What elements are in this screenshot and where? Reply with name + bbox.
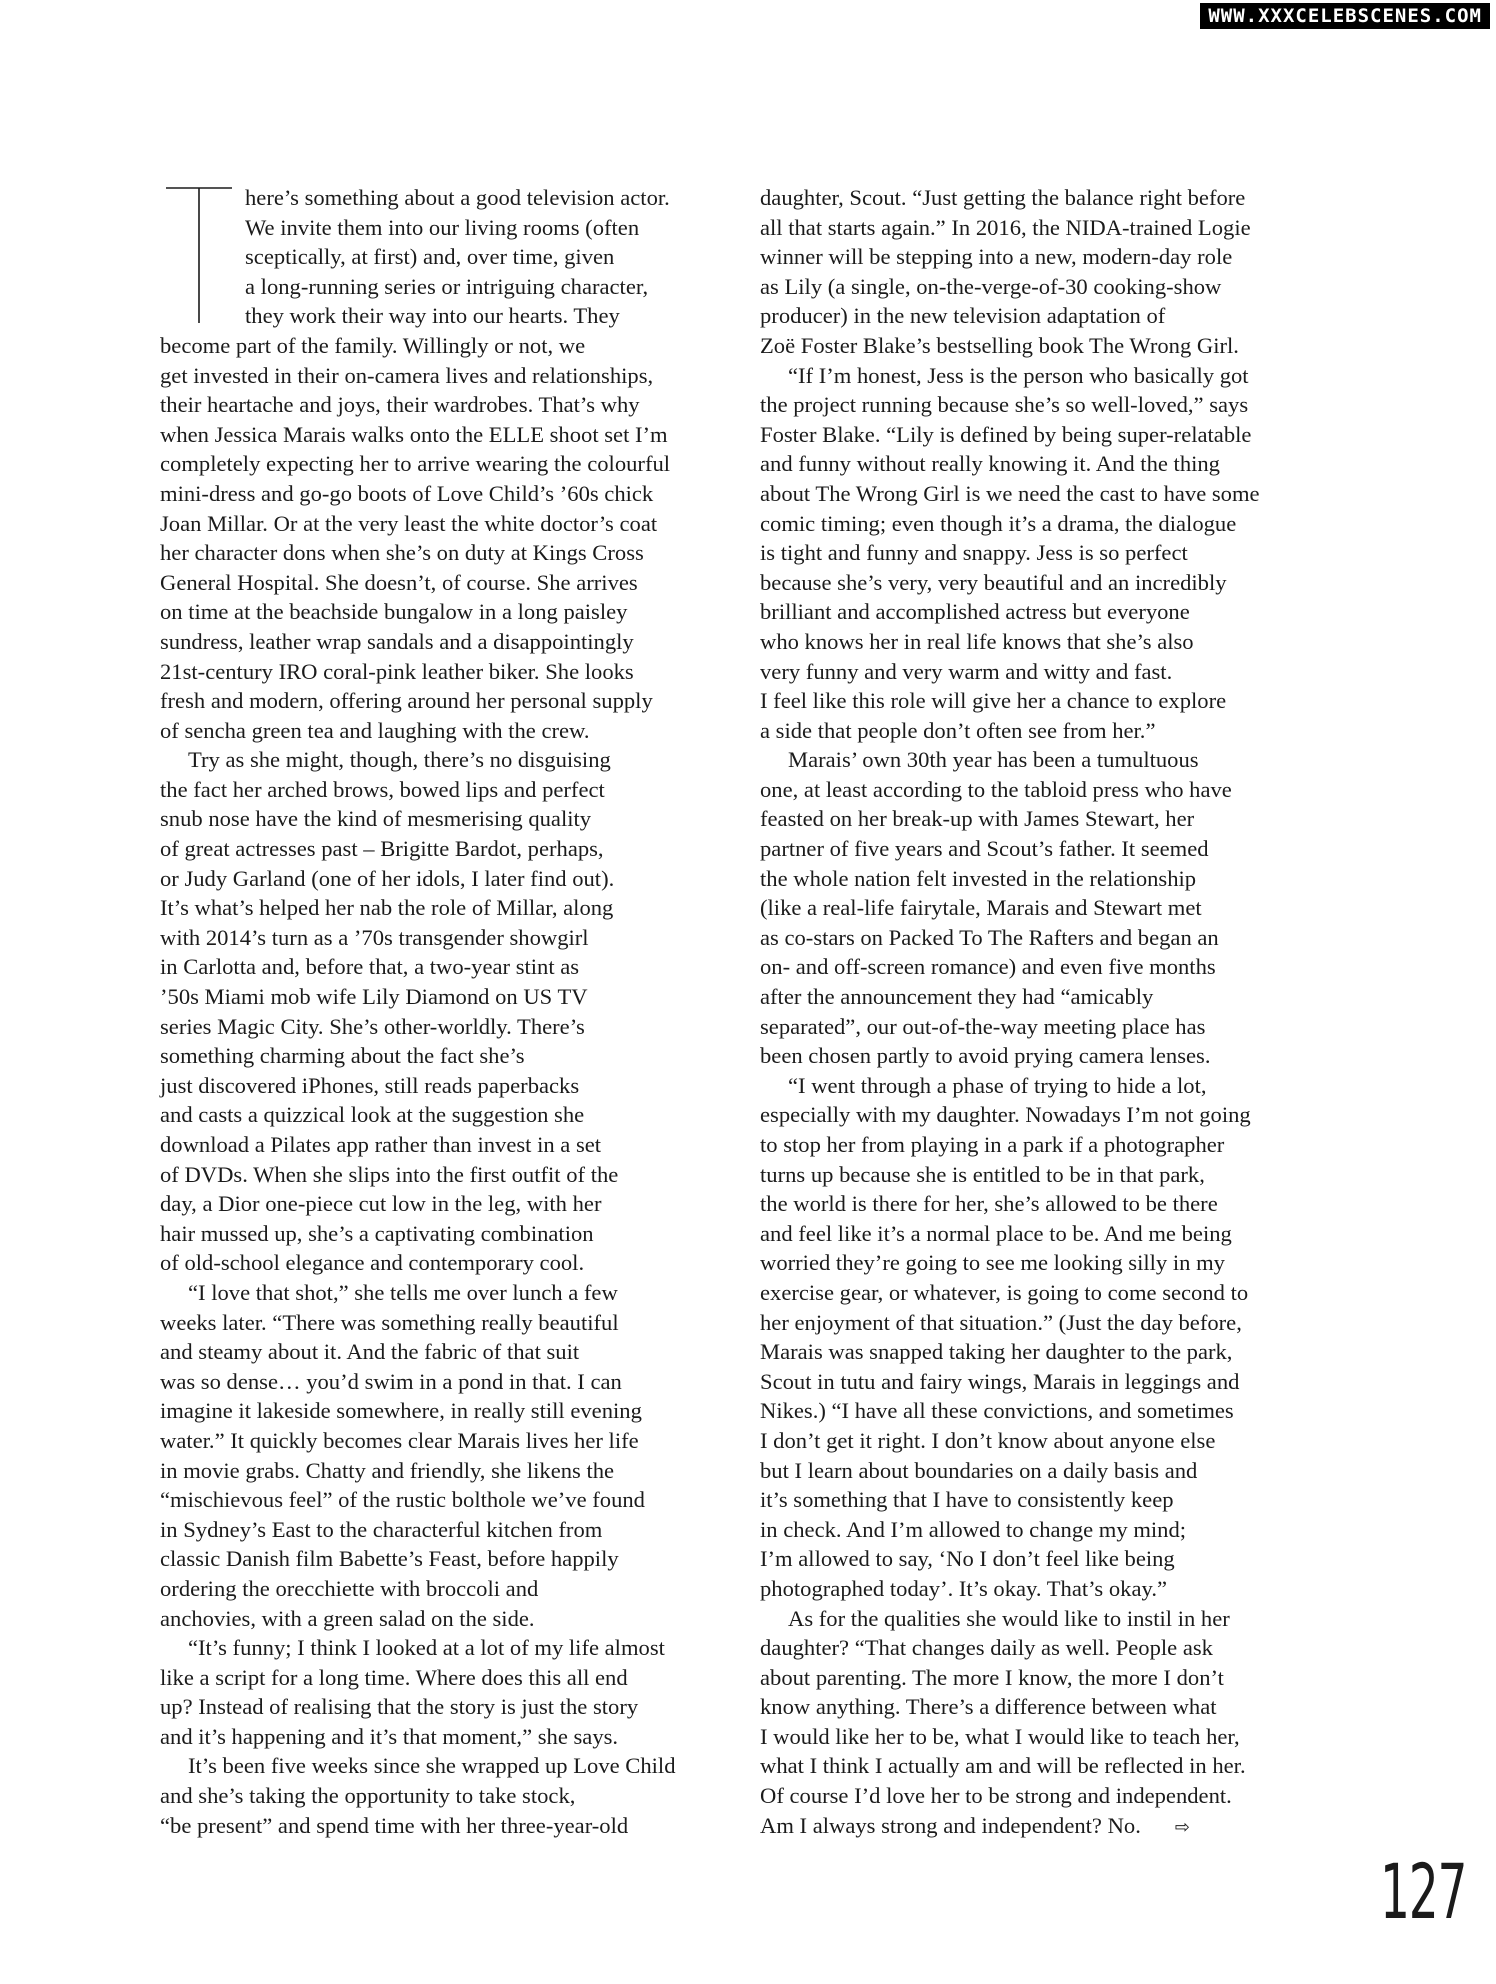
article-column-right	[760, 183, 1360, 1842]
page-number: 127	[1380, 1847, 1467, 1936]
paragraph-10	[760, 1604, 1360, 1843]
dropcap-t	[164, 185, 234, 325]
paragraph-6: daughter, Scout. “Just getting the balance right before all that starts again.” In 2016, the NIDA-trained Logie winner will be stepping into a new, modern-day role as Lily (a single, on-the-verge-of-30 cooking-show producer) in the new television adaptation of Zoë Foster Blake’s bestselling book The Wrong Girl.	[760, 185, 1251, 358]
article-column-left	[160, 183, 760, 1840]
paragraph-3: “I love that shot,” she tells me over lunch a few weeks later. “There was something really beautiful and steamy about it. And the fabric of that suit was so dense… you’d swim in a pond in that. I can imagine it lakeside somewhere, in really still evening water.” It quickly becomes clear Marais lives her life in movie grabs. Chatty and friendly, she likens the “mischievous feel” of the rustic bolthole we’ve found in Sydney’s East to the characterful kitchen from classic Danish film Babette’s Feast, before happily ordering the orecchiette with broccoli and anchovies, with a green salad on the side.	[160, 1279, 645, 1631]
continue-arrow-icon: ⇨	[1174, 1816, 1190, 1838]
opening-paragraph	[160, 183, 760, 745]
site-watermark: WWW.XXXCELEBSCENES.COM	[1200, 3, 1490, 29]
paragraph-drop-lines: here’s something about a good television actor. We invite them into our living rooms (often sceptically, at first) and, over time, given a long-running series or intriguing character, they work their way into our hearts. They	[245, 185, 670, 329]
paragraph-4: “It’s funny; I think I looked at a lot of my life almost like a script for a long time. Where does this all end up? Instead of realising that the story is just the story and it’s happening and it’s that moment,” she says.	[160, 1635, 665, 1749]
paragraph-5: It’s been five weeks since she wrapped up Love Child and she’s taking the opportunity to take stock, “be present” and spend time with her three-year-old	[160, 1753, 676, 1838]
paragraph-7: “If I’m honest, Jess is the person who basically got the project running because she’s so well-loved,” says Foster Blake. “Lily is defined by being super-relatable and funny without really knowing it. And the thing about The Wrong Girl is we need the cast to have some comic timing; even though it’s a drama, the dialogue is tight and funny and snappy. Jess is so perfect because she’s very, very beautiful and an incredibly brilliant and accomplished actress but everyone who knows her in real life knows that she’s also very funny and very warm and witty and fast. I feel like this role will give her a chance to explore a side that people don’t often see from her.”	[760, 362, 1260, 743]
paragraph-8: Marais’ own 30th year has been a tumultuous one, at least according to the tabloid press who have feasted on her break-up with James Stewart, her partner of five years and Scout’s father. It seemed the whole nation felt invested in the relationship (like a real-life fairytale, Marais and Stewart met as co-stars on Packed To The Rafters and began an on- and off-screen romance) and even five months after the announcement they had “amicably separated”, our out-of-the-way meeting place has been chosen partly to avoid prying camera lenses.	[760, 747, 1232, 1069]
dropcap-letter: T	[162, 221, 163, 222]
paragraph-10-text: As for the qualities she would like to instil in her daughter? “That changes daily as well. People ask about parenting. The more I know, the more I don’t know anything. There’s a difference between what I would like her to be, what I would like to teach her, what I think I actually am and will be reflected in her. Of course I’d love her to be strong and independent. Am I always strong and independent? No.	[760, 1605, 1246, 1838]
paragraph-2: Try as she might, though, there’s no disguising the fact her arched brows, bowed lips and perfect snub nose have the kind of mesmerising quality of great actresses past – Brigitte Bardot, perhaps, or Judy Garland (one of her idols, I later find out). It’s what’s helped her nab the role of Millar, along with 2014’s turn as a ’70s transgender showgirl in Carlotta and, before that, a two-year stint as ’50s Miami mob wife Lily Diamond on US TV series Magic City. She’s other-worldly. There’s something charming about the fact she’s just discovered iPhones, still reads paperbacks and casts a quizzical look at the suggestion she download a Pilates app rather than invest in a set of DVDs. When she slips into the first outfit of the day, a Dior one-piece cut low in the leg, with her hair mussed up, she’s a captivating combination of old-school elegance and contemporary cool.	[160, 747, 619, 1276]
paragraph-1-rest: become part of the family. Willingly or not, we get invested in their on-camera lives and relationships, their heartache and joys, their wardrobes. That’s why when Jessica Marais walks onto the ELLE shoot set I’m completely expecting her to arrive wearing the colourful mini-dress and go-go boots of Love Child’s ’60s chick Joan Millar. Or at the very least the white doctor’s coat her character dons when she’s on duty at Kings Cross General Hospital. She doesn’t, of course. She arrives on time at the beachside bungalow in a long paisley sundress, leather wrap sandals and a disappointingly 21st-century IRO coral-pink leather biker. She looks fresh and modern, offering around her personal supply of sencha green tea and laughing with the crew.	[160, 332, 671, 743]
paragraph-9: “I went through a phase of trying to hide a lot, especially with my daughter. Nowadays I’m not going to stop her from playing in a park if a photographer turns up because she is entitled to be in that park, the world is there for her, she’s allowed to be there and feel like it’s a normal place to be. And me being worried they’re going to see me looking silly in my exercise gear, or whatever, is going to come second to her enjoyment of that situation.” (Just the day before, Marais was snapped taking her daughter to the park, Scout in tutu and fairy wings, Marais in leggings and Nikes.) “I have all these convictions, and sometimes I don’t get it right. I don’t know about anyone else but I learn about boundaries on a daily basis and it’s something that I have to consistently keep in check. And I’m allowed to change my mind; I’m allowed to say, ‘No I don’t feel like being photographed today’. It’s okay. That’s okay.”	[760, 1072, 1251, 1601]
